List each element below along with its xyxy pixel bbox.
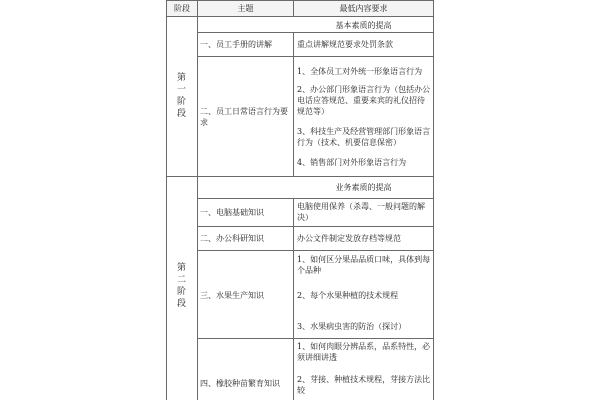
divider [293, 198, 294, 400]
requirement-text: 4、销售部门对外形象语言行为 [297, 158, 407, 167]
requirement-text: 3、科技生产及经营管理部门形象语言行为（技术、机要信息保密） [297, 127, 431, 147]
topic-computer-basics: 一、电脑基础知识 [200, 208, 264, 217]
stage-1-label: 第 一 阶 段 [176, 73, 186, 119]
requirement-text: 2、芽接、种植技术规程，芽接方法比较 [297, 375, 431, 395]
header-topic: 主题 [237, 4, 254, 13]
header-requirement: 最低内容要求 [339, 4, 388, 13]
requirement-text: 电脑使用保养（杀毒、一般问题的解决） [297, 202, 425, 222]
topic-employee-handbook: 一、员工手册的讲解 [200, 40, 272, 49]
divider [197, 0, 198, 400]
requirement-text: 3、水果病虫害的防治（探讨） [297, 322, 407, 331]
requirement-text: 2、办公部门形象语言行为（包括办公电话应答规范、重要来宾的礼仪招待规范等） [297, 85, 431, 116]
section-title-basic: 基本素质的提高 [335, 21, 392, 30]
requirement-text: 办公文件制定发放存档等规范 [297, 234, 401, 243]
divider [197, 56, 434, 57]
topic-office-research: 二、办公科研知识 [200, 234, 264, 243]
divider [197, 198, 434, 199]
requirement-text: 2、每个水果种植的技术规程 [297, 291, 399, 300]
topic-daily-language-behavior: 二、员工日常语言行为要求 [200, 107, 288, 127]
stage-2-label: 第 二 阶 段 [176, 263, 186, 309]
divider [197, 226, 434, 227]
document-table [166, 0, 434, 400]
requirement-text: 1、全体员工对外统一形象语言行为 [297, 67, 423, 76]
topic-fruit-production: 三、水果生产知识 [200, 291, 264, 300]
header-stage: 阶段 [174, 4, 190, 13]
divider [197, 32, 434, 33]
table-border-right [433, 0, 434, 400]
divider [166, 176, 434, 177]
requirement-text: 重点讲解规范要求处罚条款 [297, 40, 393, 49]
table-border-left [166, 0, 167, 400]
requirement-text: 1、如何区分果品品质口味，具体到每个品种 [297, 255, 431, 275]
divider [166, 16, 434, 17]
requirement-text: 1、如何肉眼分辨品系，品系特性，必须讲细讲透 [297, 342, 431, 362]
divider [293, 32, 294, 176]
table-border-top [166, 0, 434, 1]
topic-rubber-seedling: 四、橡胶种苗繁育知识 [200, 379, 280, 388]
section-title-business: 业务素质的提高 [335, 183, 392, 192]
divider [197, 250, 434, 251]
divider [197, 338, 434, 339]
